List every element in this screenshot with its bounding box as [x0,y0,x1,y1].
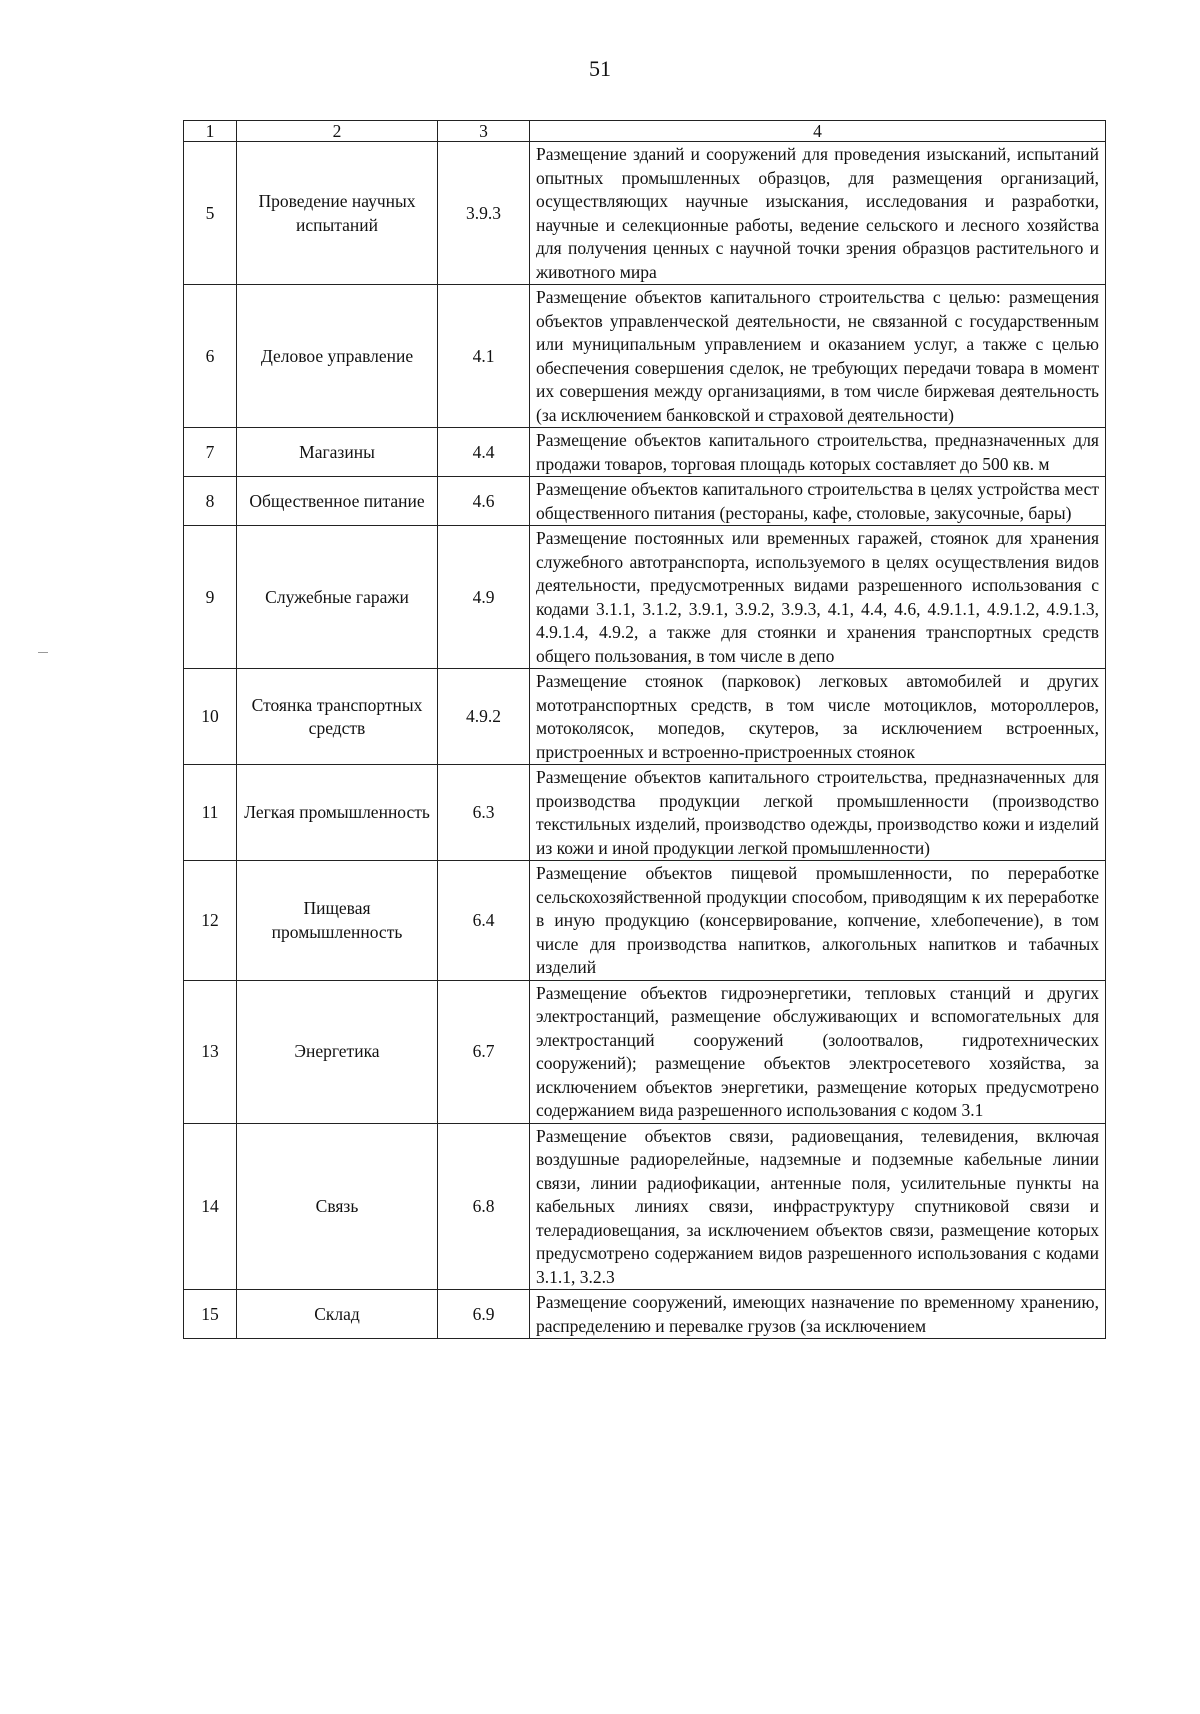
land-use-table [183,120,1106,1339]
use-code: 6.4 [438,861,530,981]
table-row [184,142,1106,285]
use-description: Размещение объектов гидроэнергетики, тепловых станций и других электростанций, размещение обслуживающих и вспомогательных для электростанций сооружений (золоотвалов, гидротехнических сооружений); размещение объектов электросетевого хозяйства, за исключением объектов энергетики, размещение которых предусмотрено содержанием вида разрешенного использования с кодом 3.1 [530,980,1106,1123]
use-code: 6.3 [438,765,530,861]
row-number: 7 [184,428,237,477]
margin-mark [38,652,48,653]
use-code: 6.8 [438,1123,530,1290]
page-number: 51 [589,56,611,81]
use-description: Размещение объектов капитального строительства, предназначенных для производства продукции легкой промышленности (производство текстильных изделий, производство одежды, производство кожи и изделий из кожи и иной продукции легкой промышленности) [530,765,1106,861]
use-description: Размещение постоянных или временных гаражей, стоянок для хранения служебного автотранспорта, используемого в целях осуществления видов деятельности, предусмотренных видами разрешенного использования с кодами 3.1.1, 3.1.2, 3.9.1, 3.9.2, 3.9.3, 4.1, 4.4, 4.6, 4.9.1.1, 4.9.1.2, 4.9.1.3, 4.9.1.4, 4.9.2, а также для стоянки и хранения транспортных средств общего пользования, в том числе в депо [530,526,1106,669]
use-description: Размещение стоянок (парковок) легковых автомобилей и других мототранспортных средств, в том числе мотоциклов, мотороллеров, мотоколясок, мопедов, скутеров, за исключением встроенных, пристроенных и встроенно-пристроенных стоянок [530,669,1106,765]
row-number: 11 [184,765,237,861]
use-name: Проведение научных испытаний [237,142,438,285]
use-description: Размещение объектов пищевой промышленности, по переработке сельскохозяйственной продукции способом, приводящим к их переработке в иную продукцию (консервирование, копчение, хлебопечение), в том числе для производства напитков, алкогольных напитков и табачных изделий [530,861,1106,981]
use-description: Размещение объектов капитального строительства, предназначенных для продажи товаров, торговая площадь которых составляет до 500 кв. м [530,428,1106,477]
use-description: Размещение зданий и сооружений для проведения изысканий, испытаний опытных промышленных образцов, для размещения организаций, осуществляющих научные изыскания, исследования и разработки, научные и селекционные работы, ведение сельского и лесного хозяйства для получения ценных с научной точки зрения образцов растительного и животного мира [530,142,1106,285]
header-col-1: 1 [184,121,237,142]
row-number: 6 [184,285,237,428]
row-number: 10 [184,669,237,765]
use-name: Общественное питание [237,477,438,526]
table-row [184,861,1106,981]
use-name: Энергетика [237,980,438,1123]
use-name: Легкая промышленность [237,765,438,861]
table-row [184,765,1106,861]
use-description: Размещение объектов связи, радиовещания, телевидения, включая воздушные радиорелейные, надземные и подземные кабельные линии связи, линии радиофикации, антенные поля, усилительные пункты на кабельных линиях связи, инфраструктуру спутниковой связи и телерадиовещания, за исключением объектов связи, размещение которых предусмотрено содержанием видов разрешенного использования с кодами 3.1.1, 3.2.3 [530,1123,1106,1290]
use-code: 4.9.2 [438,669,530,765]
table-header-row [184,121,1106,142]
row-number: 5 [184,142,237,285]
table-row [184,980,1106,1123]
table-row [184,1290,1106,1339]
use-name: Связь [237,1123,438,1290]
header-col-2: 2 [237,121,438,142]
use-code: 6.7 [438,980,530,1123]
use-name: Склад [237,1290,438,1339]
table-row [184,477,1106,526]
table-row [184,428,1106,477]
use-code: 6.9 [438,1290,530,1339]
table-row [184,669,1106,765]
table-row [184,1123,1106,1290]
row-number: 9 [184,526,237,669]
use-name: Деловое управление [237,285,438,428]
use-code: 4.6 [438,477,530,526]
table-row [184,526,1106,669]
use-code: 4.9 [438,526,530,669]
header-col-3: 3 [438,121,530,142]
use-description: Размещение объектов капитального строительства в целях устройства мест общественного питания (рестораны, кафе, столовые, закусочные, бары) [530,477,1106,526]
row-number: 14 [184,1123,237,1290]
use-description: Размещение объектов капитального строительства с целью: размещения объектов управленческой деятельности, не связанной с государственным или муниципальным управлением и оказанием услуг, а также с целью обеспечения совершения сделок, не требующих передачи товара в момент их совершения между организациями, в том числе биржевая деятельность (за исключением банковской и страховой деятельности) [530,285,1106,428]
use-name: Пищевая промышленность [237,861,438,981]
use-code: 3.9.3 [438,142,530,285]
row-number: 12 [184,861,237,981]
row-number: 15 [184,1290,237,1339]
table-row [184,285,1106,428]
row-number: 8 [184,477,237,526]
use-name: Магазины [237,428,438,477]
row-number: 13 [184,980,237,1123]
use-name: Стоянка транспортных средств [237,669,438,765]
header-col-4: 4 [530,121,1106,142]
use-code: 4.4 [438,428,530,477]
use-code: 4.1 [438,285,530,428]
use-description: Размещение сооружений, имеющих назначение по временному хранению, распределению и перевалке грузов (за исключением [530,1290,1106,1339]
use-name: Служебные гаражи [237,526,438,669]
